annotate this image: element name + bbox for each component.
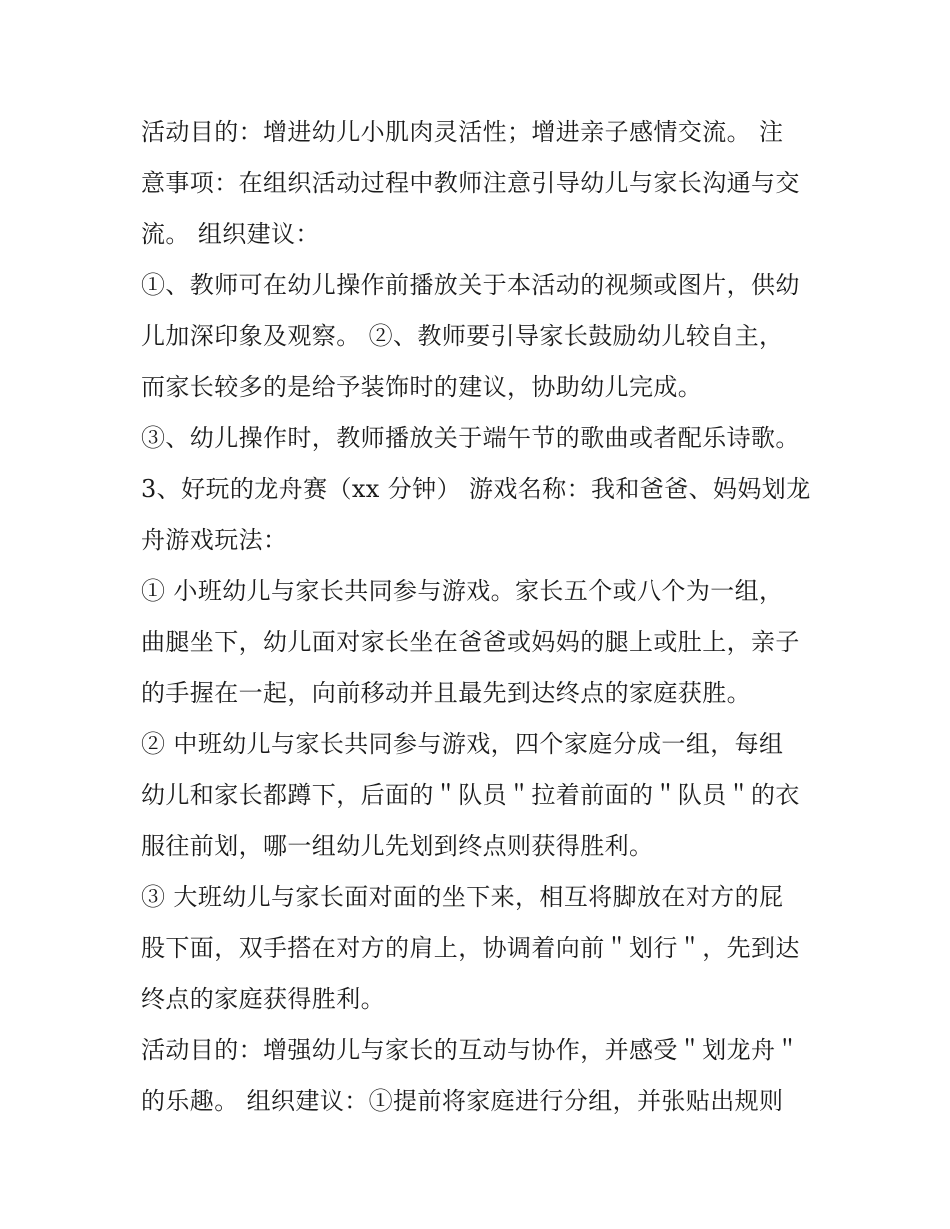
- text-line: 舟游戏玩法：: [141, 526, 288, 554]
- text-line: 终点的家庭获得胜利。: [141, 985, 385, 1013]
- text-line: 而家长较多的是给予装饰时的建议，协助幼儿完成。: [141, 373, 703, 401]
- text-line: ③ 大班幼儿与家长面对面的坐下来，相互将脚放在对方的屁: [141, 883, 784, 911]
- text-line: 活动目的：增强幼儿与家长的互动与协作，并感受＂划龙舟＂: [141, 1036, 800, 1064]
- text-line: 3、好玩的龙舟赛（xx 分钟） 游戏名称：我和爸爸、妈妈划龙: [141, 475, 811, 503]
- text-line: ② 中班幼儿与家长共同参与游戏，四个家庭分成一组，每组: [141, 730, 784, 758]
- document-body: [141, 107, 821, 1127]
- text-line: 活动目的：增进幼儿小肌肉灵活性；增进亲子感情交流。 注: [141, 118, 784, 146]
- text-line: 曲腿坐下，幼儿面对家长坐在爸爸或妈妈的腿上或肚上，亲子: [141, 628, 800, 656]
- text-line: ③、幼儿操作时，教师播放关于端午节的歌曲或者配乐诗歌。: [141, 424, 800, 452]
- text-line: 流。 组织建议：: [141, 220, 320, 248]
- text-line: 的手握在一起，向前移动并且最先到达终点的家庭获胜。: [141, 679, 751, 707]
- text-line: ①、教师可在幼儿操作前播放关于本活动的视频或图片，供幼: [141, 271, 800, 299]
- text-line: 服往前划，哪一组幼儿先划到终点则获得胜利。: [141, 832, 654, 860]
- text-line: 幼儿和家长都蹲下，后面的＂队员＂拉着前面的＂队员＂的衣: [141, 781, 800, 809]
- text-line: 的乐趣。 组织建议：①提前将家庭进行分组，并张贴出规则: [141, 1087, 784, 1115]
- text-line: 股下面，双手搭在对方的肩上，协调着向前＂划行＂，先到达: [141, 934, 800, 962]
- text-line: ① 小班幼儿与家长共同参与游戏。家长五个或八个为一组，: [141, 577, 784, 605]
- text-line: 儿加深印象及观察。 ②、教师要引导家长鼓励幼儿较自主，: [141, 322, 784, 350]
- text-line: 意事项：在组织活动过程中教师注意引导幼儿与家长沟通与交: [141, 169, 800, 197]
